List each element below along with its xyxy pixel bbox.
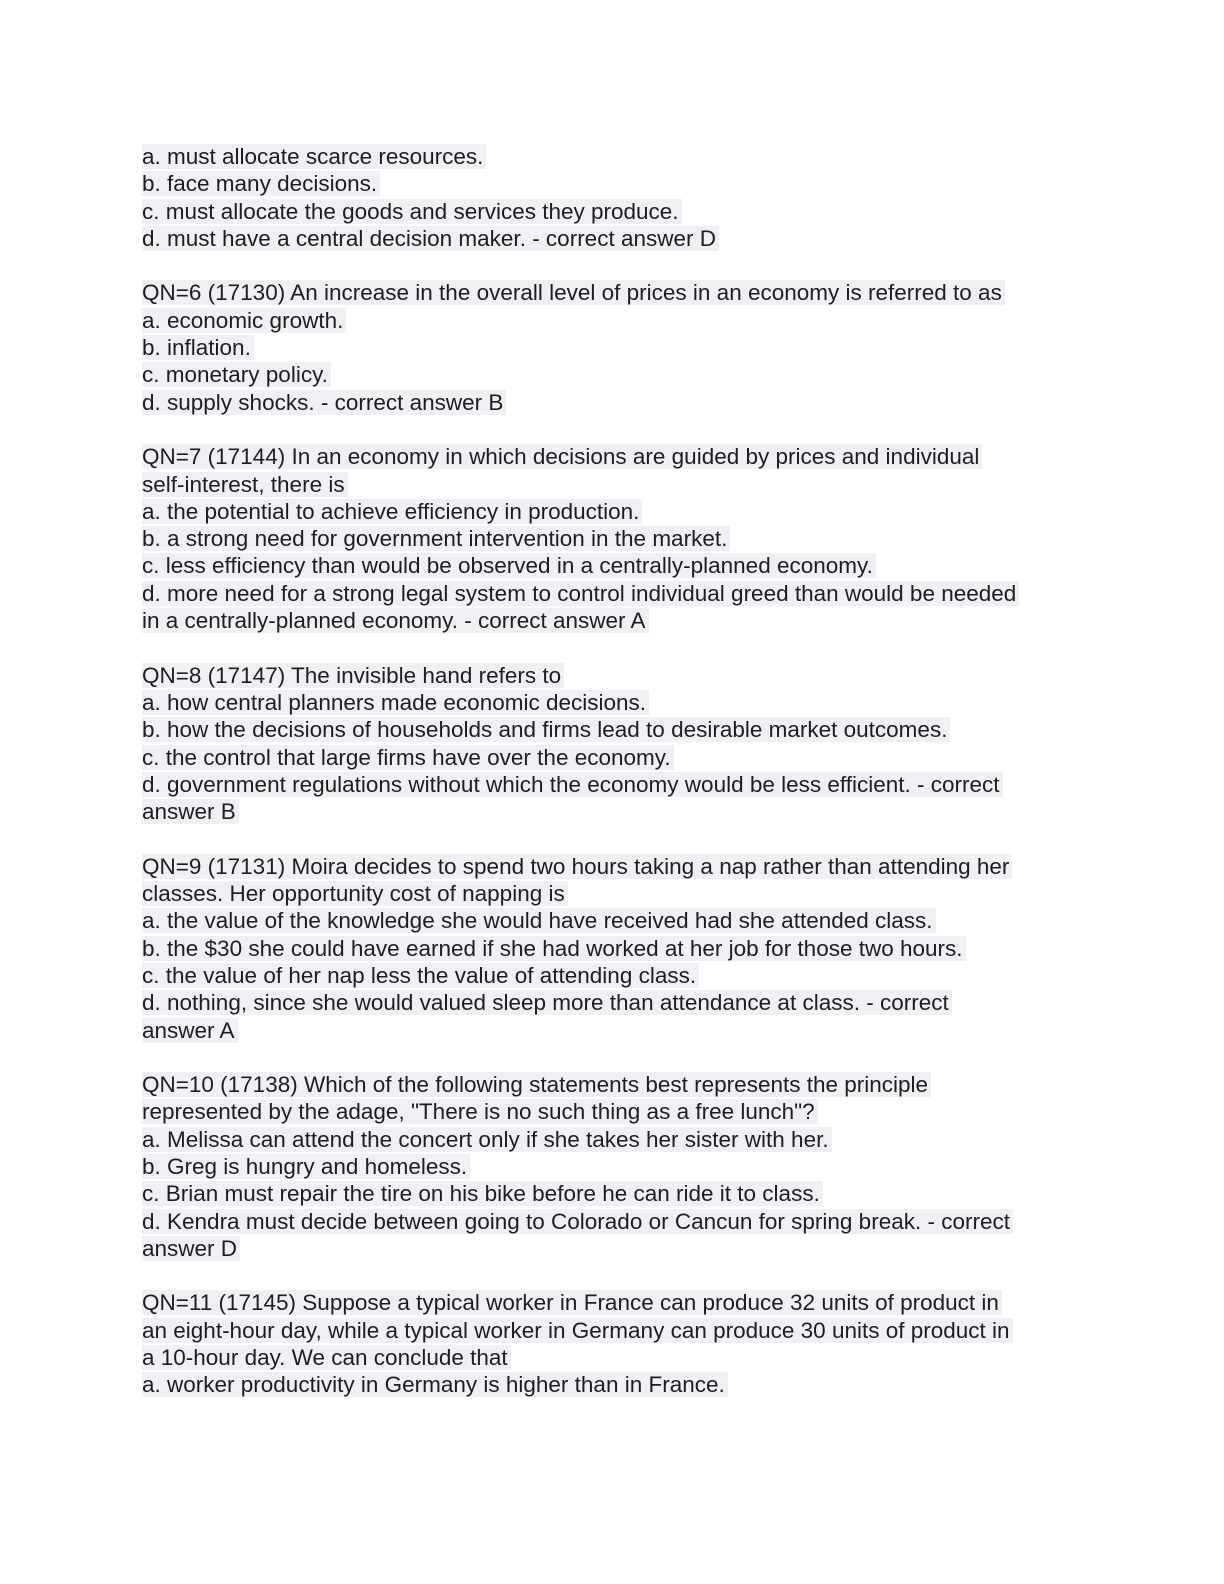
answer-option: d. supply shocks. - correct answer B xyxy=(142,389,1082,416)
answer-option: b. the $30 she could have earned if she had worked at her job for those two hours. xyxy=(142,935,1082,962)
answer-option: c. must allocate the goods and services they produce. xyxy=(142,198,1082,225)
answer-option: a. how central planners made economic decisions. xyxy=(142,689,1082,716)
answer-option: a. the potential to achieve efficiency in production. xyxy=(142,498,1082,525)
answer-option: b. a strong need for government intervention in the market. xyxy=(142,525,1082,552)
question-text: QN=6 (17130) An increase in the overall level of prices in an economy is referred to as xyxy=(142,279,1082,306)
answer-option: a. Melissa can attend the concert only if she takes her sister with her. xyxy=(142,1126,1082,1153)
answer-option: c. the control that large firms have over the economy. xyxy=(142,744,1082,771)
answer-option: in a centrally-planned economy. - correct answer A xyxy=(142,607,1082,634)
answer-option: answer D xyxy=(142,1235,1082,1262)
answer-option: answer A xyxy=(142,1017,1082,1044)
question-block-qn6 xyxy=(142,279,1082,415)
answer-option: b. face many decisions. xyxy=(142,170,1082,197)
question-text: QN=7 (17144) In an economy in which decisions are guided by prices and individual xyxy=(142,443,1082,470)
answer-option: d. government regulations without which the economy would be less efficient. - correct xyxy=(142,771,1082,798)
answer-option: d. Kendra must decide between going to Colorado or Cancun for spring break. - correct xyxy=(142,1208,1082,1235)
answer-option: a. must allocate scarce resources. xyxy=(142,143,1082,170)
question-text: represented by the adage, "There is no such thing as a free lunch"? xyxy=(142,1098,1082,1125)
answer-option: c. Brian must repair the tire on his bike before he can ride it to class. xyxy=(142,1180,1082,1207)
question-text: self-interest, there is xyxy=(142,471,1082,498)
question-block-qn10 xyxy=(142,1071,1082,1262)
question-text: classes. Her opportunity cost of napping is xyxy=(142,880,1082,907)
question-block-qn9 xyxy=(142,853,1082,1044)
answer-option: d. nothing, since she would valued sleep more than attendance at class. - correct xyxy=(142,989,1082,1016)
question-text: a 10-hour day. We can conclude that xyxy=(142,1344,1082,1371)
answer-option: c. monetary policy. xyxy=(142,361,1082,388)
document-page xyxy=(142,143,1082,1399)
question-text: an eight-hour day, while a typical worker in Germany can produce 30 units of product in xyxy=(142,1317,1082,1344)
answer-option: b. how the decisions of households and firms lead to desirable market outcomes. xyxy=(142,716,1082,743)
question-text: QN=9 (17131) Moira decides to spend two hours taking a nap rather than attending her xyxy=(142,853,1082,880)
question-block-continued xyxy=(142,143,1082,252)
answer-option: a. the value of the knowledge she would have received had she attended class. xyxy=(142,907,1082,934)
answer-option: c. the value of her nap less the value of attending class. xyxy=(142,962,1082,989)
question-text: QN=11 (17145) Suppose a typical worker in France can produce 32 units of product in xyxy=(142,1289,1082,1316)
answer-option: b. Greg is hungry and homeless. xyxy=(142,1153,1082,1180)
question-text: QN=10 (17138) Which of the following statements best represents the principle xyxy=(142,1071,1082,1098)
question-text: QN=8 (17147) The invisible hand refers to xyxy=(142,662,1082,689)
question-block-qn11 xyxy=(142,1289,1082,1398)
answer-option: b. inflation. xyxy=(142,334,1082,361)
answer-option: c. less efficiency than would be observed in a centrally-planned economy. xyxy=(142,552,1082,579)
answer-option: a. economic growth. xyxy=(142,307,1082,334)
answer-option: d. must have a central decision maker. - correct answer D xyxy=(142,225,1082,252)
question-block-qn7 xyxy=(142,443,1082,634)
question-block-qn8 xyxy=(142,662,1082,826)
answer-option: a. worker productivity in Germany is higher than in France. xyxy=(142,1371,1082,1398)
answer-option: answer B xyxy=(142,798,1082,825)
answer-option: d. more need for a strong legal system to control individual greed than would be needed xyxy=(142,580,1082,607)
